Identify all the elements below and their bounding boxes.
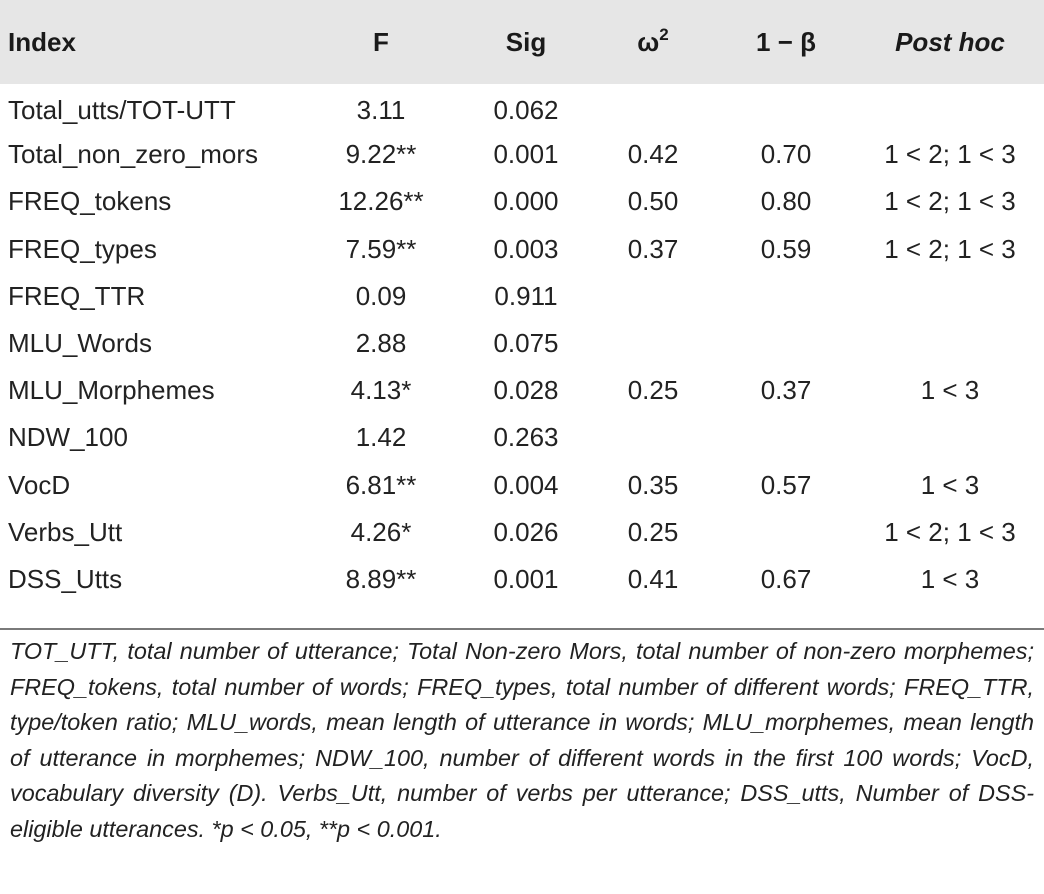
cell-sig: 0.263 [493,422,559,453]
cell-omega-squared [590,414,716,461]
cell-power [716,414,856,461]
cell-post-hoc [856,273,1044,320]
cell-power: 0.57 [760,469,812,500]
cell-f: 7.59** [345,233,417,264]
cell-omega-squared: 0.25 [627,375,679,406]
table-row [0,462,1044,509]
cell-f: 0.09 [355,280,407,311]
cell-sig: 0.001 [493,139,559,170]
cell-omega-squared [590,84,716,131]
cell-power [716,320,856,367]
cell-sig: 0.062 [493,95,559,126]
cell-sig: 0.026 [493,516,559,547]
cell-index: FREQ_tokens [8,186,172,217]
table-row [0,556,1044,603]
cell-omega-squared: 0.50 [627,186,679,217]
cell-omega-squared: 0.35 [627,469,679,500]
table-row [0,320,1044,367]
cell-power: 0.80 [760,186,812,217]
cell-index: MLU_Words [8,328,153,359]
table-body [0,84,1044,603]
cell-post-hoc: 1 < 2; 1 < 3 [884,233,1016,264]
table-row [0,226,1044,273]
table-row [0,131,1044,178]
header-post-hoc: Post hoc [895,26,1005,57]
header-sig: Sig [505,26,547,57]
table-header-row [0,0,1044,84]
cell-sig: 0.075 [493,328,559,359]
cell-index: MLU_Morphemes [8,375,215,406]
cell-sig: 0.001 [493,563,559,594]
cell-omega-squared: 0.37 [627,233,679,264]
cell-power [716,273,856,320]
cell-index: VocD [8,469,71,500]
cell-power [716,84,856,131]
table-row [0,509,1044,556]
cell-sig: 0.004 [493,469,559,500]
cell-post-hoc [856,84,1044,131]
cell-index: DSS_Utts [8,563,123,594]
table-row [0,273,1044,320]
cell-sig: 0.028 [493,375,559,406]
header-power: 1 − β [756,26,816,57]
table-row [0,414,1044,461]
header-index: Index [8,26,76,57]
cell-f: 4.26* [350,516,412,547]
cell-index: FREQ_TTR [8,280,146,311]
cell-post-hoc: 1 < 2; 1 < 3 [884,186,1016,217]
cell-sig: 0.000 [493,186,559,217]
cell-sig: 0.911 [494,280,558,311]
cell-f: 1.42 [355,422,407,453]
cell-post-hoc: 1 < 3 [920,469,980,500]
cell-index: NDW_100 [8,422,128,453]
cell-post-hoc: 1 < 2; 1 < 3 [884,139,1016,170]
cell-f: 12.26** [338,186,424,217]
header-omega-squared [590,0,716,84]
table-row [0,178,1044,225]
cell-post-hoc [856,414,1044,461]
cell-power: 0.59 [760,233,812,264]
cell-omega-squared: 0.42 [627,139,679,170]
cell-power: 0.70 [760,139,812,170]
table-row [0,367,1044,414]
cell-power [716,509,856,556]
header-f: F [373,26,389,57]
omega-exponent: 2 [659,24,669,44]
omega-symbol: ω [637,26,660,57]
cell-index: FREQ_types [8,233,157,264]
cell-omega-squared [590,273,716,320]
cell-post-hoc: 1 < 2; 1 < 3 [884,516,1016,547]
cell-omega-squared [590,320,716,367]
cell-omega-squared: 0.41 [627,563,679,594]
cell-power: 0.67 [760,563,812,594]
cell-f: 6.81** [345,469,417,500]
table-bottom-rule [0,628,1044,630]
table-footnote: TOT_UTT, total number of utterance; Total Non-zero Mors, total number of non-zero morphemes; FREQ_tokens, total number of words; FREQ_types, total number of different words; FREQ_TTR, type/token ratio; MLU_words, mean length of utterance in words; MLU_morphemes, mean length of utterance in morphemes; NDW_100, number of different words in the first 100 words; VocD, vocabulary diversity (D). Verbs_Utt, number of verbs per utterance; DSS_utts, Number of DSS-eligible utterances. *p < 0.05, **p < 0.001. [10,638,1034,842]
cell-power: 0.37 [760,375,812,406]
cell-f: 9.22** [345,139,417,170]
cell-index: Verbs_Utt [8,516,123,547]
cell-f: 3.11 [356,95,406,126]
cell-post-hoc [856,320,1044,367]
cell-f: 8.89** [345,563,417,594]
cell-index: Total_utts/TOT-UTT [8,95,236,126]
cell-post-hoc: 1 < 3 [920,375,980,406]
cell-index: Total_non_zero_mors [8,139,259,170]
cell-omega-squared: 0.25 [627,516,679,547]
cell-f: 4.13* [350,375,412,406]
table-row [0,84,1044,131]
cell-f: 2.88 [355,328,407,359]
cell-post-hoc: 1 < 3 [920,563,980,594]
cell-sig: 0.003 [493,233,559,264]
